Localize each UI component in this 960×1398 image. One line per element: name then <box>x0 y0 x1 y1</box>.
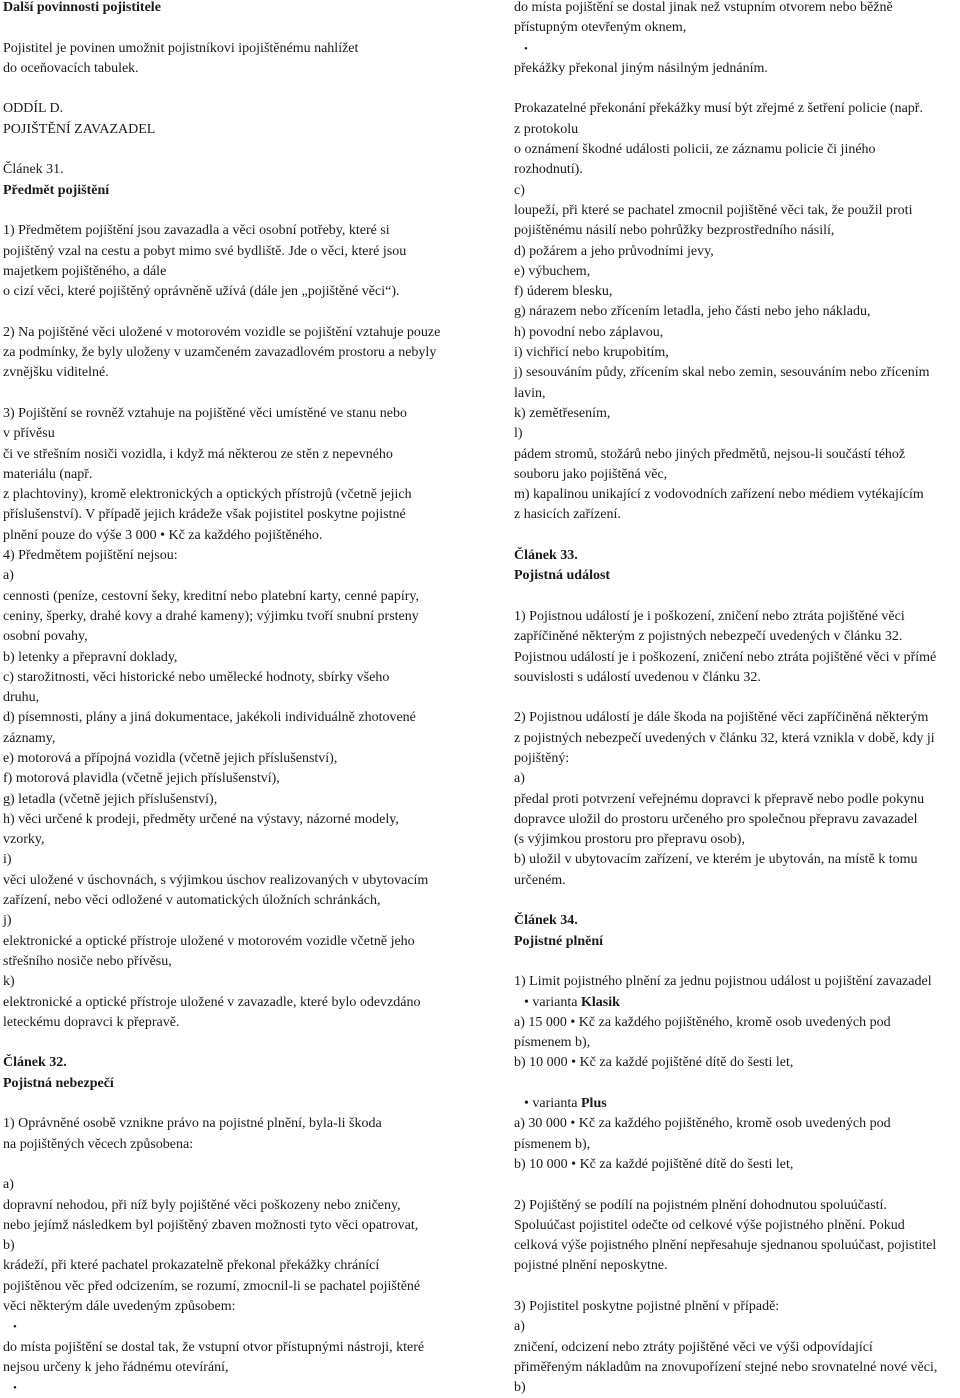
paragraph-spacer <box>3 1094 468 1114</box>
text-line: a) <box>3 568 14 584</box>
text-line: do místa pojištění se dostal tak, že vstupní otvor přístupnými nástroji, které <box>3 1339 425 1355</box>
text-line: za podmínky, že byly uloženy v uzamčeném zavazadlovém prostoru a nebyly <box>3 345 437 361</box>
text-line: přístupným otevřeným oknem, <box>514 20 687 36</box>
text-line: souboru jako pojištěná věc, <box>514 466 668 482</box>
text-line: Prokazatelné překonání překážky musí být zřejmé z šetření policie (např. <box>514 101 923 117</box>
paragraph-spacer <box>3 1033 468 1053</box>
paragraph-spacer <box>3 140 468 160</box>
text-line: (s výjimkou prostoru pro přepravu osob), <box>514 832 745 848</box>
text-line: o oznámení škodné události policii, ze záznamu policie či jiného <box>514 142 876 158</box>
variant-bullet-line <box>514 1094 959 1114</box>
text-line: z pojistných nebezpečí uvedených v článku 32, která vznikla v době, kdy ji <box>514 730 935 746</box>
text-line: do oceňovacích tabulek. <box>3 60 139 76</box>
section-heading: Pojistné plnění <box>514 933 604 949</box>
variant-bullet-line <box>514 993 959 1013</box>
variant-name: Plus <box>581 1096 607 1112</box>
paragraph-spacer <box>514 1175 959 1195</box>
text-line: krádeží, při které pachatel prokazatelně překonal překážky chránící <box>3 1258 380 1274</box>
bullet-icon: • <box>524 994 533 1010</box>
text-line: z plachtoviny), kromě elektronických a optických přístrojů (včetně jejich <box>3 487 412 503</box>
text-line: přiměřeným nákladům na znovupořízení stejné nebo srovnatelné nové věci, <box>514 1359 938 1375</box>
text-line: g) nárazem nebo zřícením letadla, jeho části nebo jeho nákladu, <box>514 304 871 320</box>
text-line: 2) Na pojištěné věci uložené v motorovém vozidle se pojištění vztahuje pouze <box>3 324 441 340</box>
left-column <box>3 0 468 1398</box>
text-line: e) motorová a přípojná vozidla (včetně jejich příslušenství), <box>3 750 338 766</box>
text-line: b) <box>3 1238 15 1254</box>
text-line: 1) Limit pojistného plnění za jednu pojistnou událost u pojištění zavazadel <box>514 974 932 990</box>
text-line: osobní povahy, <box>3 629 88 645</box>
paragraph-spacer <box>514 688 959 708</box>
text-line: m) kapalinou unikající z vodovodních zařízení nebo médiem vytékajícím <box>514 487 924 503</box>
paragraph-spacer <box>514 1074 959 1094</box>
text-line: l) <box>514 426 523 442</box>
text-line: na pojištěných věcech způsobena: <box>3 1136 194 1152</box>
text-line: celková výše pojistného plnění nepřesahuje sjednanou spoluúčast, pojistitel <box>514 1238 937 1254</box>
bullet-marker <box>3 1378 468 1398</box>
text-line: e) výbuchem, <box>514 263 591 279</box>
text-line: souvislosti s událostí uvedenou v článku 32. <box>514 669 761 685</box>
paragraph-spacer <box>3 18 468 38</box>
text-line: i) <box>3 852 12 868</box>
paragraph-spacer <box>3 201 468 221</box>
bullet-marker <box>3 1317 468 1337</box>
text-line: k) <box>3 974 15 990</box>
text-line: pojištěný: <box>514 750 570 766</box>
text-line: k) zemětřesením, <box>514 405 611 421</box>
section-heading: Článek 32. <box>3 1055 67 1071</box>
section-heading: Pojistná událost <box>514 568 611 584</box>
text-line: cennosti (peníze, cestovní šeky, kreditní nebo platební karty, cenné papíry, <box>3 588 419 604</box>
text-line: pádem stromů, stožárů nebo jiných předmětů, nejsou-li součástí téhož <box>514 446 906 462</box>
text-line: věci některým dále uvedeným způsobem: <box>3 1299 236 1314</box>
paragraph-spacer <box>514 526 959 546</box>
section-heading: Článek 33. <box>514 548 578 564</box>
text-line: pojištěný vzal na cestu a pobyt mimo své bydliště. Jde o věci, které jsou <box>3 243 407 259</box>
text-line: písmenem b), <box>514 1136 591 1152</box>
text-line: b) <box>514 1380 526 1396</box>
text-line: pojištěnou věc před odcizením, se rozumí, zmocnil-li se pachatel pojištěné <box>3 1278 421 1294</box>
section-heading: Další povinnosti pojistitele <box>3 0 161 15</box>
text-line: b) 10 000 • Kč za každé pojištěné dítě do šesti let, <box>514 1055 794 1071</box>
text-line: elektronické a optické přístroje uložené v motorovém vozidle včetně jeho <box>3 933 415 949</box>
text-line: elektronické a optické přístroje uložené v zavazadle, které bylo odevzdáno <box>3 994 421 1010</box>
bullet-marker <box>514 39 959 59</box>
text-line: j) sesouváním půdy, zřícením skal nebo zemin, sesouváním nebo zřícením <box>514 365 930 381</box>
text-line: h) povodní nebo záplavou, <box>514 324 664 340</box>
text-line: 2) Pojištěný se podílí na pojistném plnění dohodnutou spoluúčastí. <box>514 1197 887 1213</box>
right-column <box>514 0 959 1398</box>
text-line: z protokolu <box>514 121 579 137</box>
text-line: lavin, <box>514 385 546 401</box>
text-line: 3) Pojištění se rovněž vztahuje na pojištěné věci umístěné ve stanu nebo <box>3 405 407 421</box>
text-line: majetkem pojištěného, a dále <box>3 263 167 279</box>
text-line: rozhodnutí). <box>514 162 583 178</box>
text-line: g) letadla (včetně jejich příslušenství), <box>3 791 218 807</box>
text-line: 3) Pojistitel poskytne pojistné plnění v případě: <box>514 1299 780 1314</box>
text-line: plnění pouze do výše 3 000 • Kč za každého pojištěného. <box>3 527 323 543</box>
text-line: záznamy, <box>3 730 56 746</box>
section-heading: Článek 34. <box>514 913 578 929</box>
text-line: d) požárem a jeho průvodními jevy, <box>514 243 714 259</box>
text-line: příslušenství). V případě jejich krádeže však pojistitel poskytne pojistné <box>3 507 406 523</box>
text-line: 2) Pojistnou událostí je dále škoda na pojištěné věci zapříčiněná některým <box>514 710 929 726</box>
text-line: vzorky, <box>3 832 45 848</box>
paragraph-spacer <box>3 79 468 99</box>
text-line: a) <box>514 771 525 787</box>
variant-label: varianta <box>532 994 581 1010</box>
text-line: zařízení, nebo věci odložené v automatických úložních schránkách, <box>3 893 381 909</box>
paragraph-spacer <box>514 891 959 911</box>
text-line: nejsou určeny k jeho řádnému otevírání, <box>3 1359 229 1375</box>
text-line: c) starožitnosti, věci historické nebo umělecké hodnoty, sbírky všeho <box>3 669 390 685</box>
text-line: i) vichřicí nebo krupobitím, <box>514 345 669 361</box>
text-line: b) uložil v ubytovacím zařízení, ve kterém je ubytován, na místě k tomu <box>514 852 918 868</box>
text-line: a) 15 000 • Kč za každého pojištěného, kromě osob uvedených pod <box>514 1014 891 1030</box>
text-line: f) úderem blesku, <box>514 284 613 300</box>
text-line: 1) Pojistnou událostí je i poškození, zničení nebo ztráta pojištěné věci <box>514 608 905 624</box>
section-heading: Pojistná nebezpečí <box>3 1075 114 1091</box>
paragraph-spacer <box>514 1277 959 1297</box>
text-line: předal proti potvrzení veřejnému dopravci k přepravě nebo podle pokynu <box>514 791 925 807</box>
text-line: f) motorová plavidla (včetně jejich příslušenství), <box>3 771 280 787</box>
text-line: zapříčiněné některým z pojistných nebezpečí uvedených v článku 32. <box>514 629 903 645</box>
text-line: c) <box>514 182 525 198</box>
text-line: b) letenky a přepravní doklady, <box>3 649 178 665</box>
text-line: do místa pojištění se dostal jinak než vstupním otvorem nebo běžně <box>514 0 893 15</box>
text-line: věci uložené v úschovnách, s výjimkou úschov realizovaných v ubytovacím <box>3 872 429 888</box>
text-line: Pojistitel je povinen umožnit pojistníkovi ipojištěnému nahlížet <box>3 40 359 56</box>
paragraph-spacer <box>3 302 468 322</box>
text-line: o cizí věci, které pojištěný oprávněně užívá (dále jen „pojištěné věci“). <box>3 284 400 300</box>
text-line: a) 30 000 • Kč za každého pojištěného, kromě osob uvedených pod <box>514 1116 891 1132</box>
text-line: zničení, odcizení nebo ztráty pojištěné věci ve výši odpovídající <box>514 1339 873 1355</box>
text-line: písmenem b), <box>514 1035 591 1051</box>
text-line: leteckému dopravci k přepravě. <box>3 1014 180 1030</box>
text-line: překážky překonal jiným násilným jednáním. <box>514 60 768 76</box>
bullet-icon: • <box>524 1096 533 1112</box>
text-line: nebo jejímž následkem byl pojištěný zbaven možnosti tyto věci opatrovat, <box>3 1217 419 1233</box>
text-line: zvnějšku viditelné. <box>3 365 109 381</box>
paragraph-spacer <box>514 952 959 972</box>
text-line: a) <box>3 1177 14 1193</box>
variant-name: Klasik <box>581 994 620 1010</box>
text-line: či ve střešním nosiči vozidla, i když má některou ze stěn z nepevného <box>3 446 393 462</box>
variant-label: varianta <box>532 1096 581 1112</box>
text-line: Pojistnou událostí je i poškození, zničení nebo ztráta pojištěné věci v přímé <box>514 649 937 665</box>
text-line: loupeží, při které se pachatel zmocnil pojištěné věci tak, že použil proti <box>514 202 913 218</box>
text-line: 4) Předmětem pojištění nejsou: <box>3 548 178 564</box>
text-line: 1) Oprávněné osobě vznikne právo na pojistné plnění, byla-li škoda <box>3 1116 382 1132</box>
text-line: dopravce uložil do prostoru určeného pro společnou přepravu zavazadel <box>514 811 918 827</box>
text-line: z hasicích zařízení. <box>514 507 621 523</box>
text-line: h) věci určené k prodeji, předměty určené na výstavy, názorné modely, <box>3 811 399 827</box>
text-line: POJIŠTĚNÍ ZAVAZADEL <box>3 121 156 137</box>
paragraph-spacer <box>3 384 468 404</box>
text-line: a) <box>514 1319 525 1335</box>
paragraph-spacer <box>514 79 959 99</box>
text-line: Článek 31. <box>3 162 64 178</box>
text-line: ceniny, šperky, drahé kovy a drahé kameny); výjimku tvoří snubní prsteny <box>3 608 419 624</box>
text-line: b) 10 000 • Kč za každé pojištěné dítě do šesti let, <box>514 1156 794 1172</box>
paragraph-spacer <box>514 587 959 607</box>
text-line: pojistné plnění neposkytne. <box>514 1258 668 1274</box>
text-line: d) písemnosti, plány a jiná dokumentace, jakékoli individuálně zhotovené <box>3 710 416 726</box>
text-line: materiálu (např. <box>3 466 93 482</box>
section-heading: Předmět pojištění <box>3 182 110 198</box>
text-line: dopravní nehodou, při níž byly pojištěné věci poškozeny nebo zničeny, <box>3 1197 401 1213</box>
text-line: 1) Předmětem pojištění jsou zavazadla a věci osobní potřeby, které si <box>3 223 390 239</box>
text-line: v přívěsu <box>3 426 55 442</box>
text-line: pojištěnému násilí nebo pohrůžky bezprostředního násilí, <box>514 223 835 239</box>
text-line: j) <box>3 913 12 929</box>
text-line: druhu, <box>3 690 40 706</box>
paragraph-spacer <box>3 1155 468 1175</box>
text-line: střešního nosiče nebo přívěsu, <box>3 953 172 969</box>
text-line: ODDÍL D. <box>3 101 64 117</box>
text-line: Spoluúčast pojistitel odečte od celkové výše pojistného plnění. Pokud <box>514 1217 905 1233</box>
text-line: určeném. <box>514 872 566 888</box>
